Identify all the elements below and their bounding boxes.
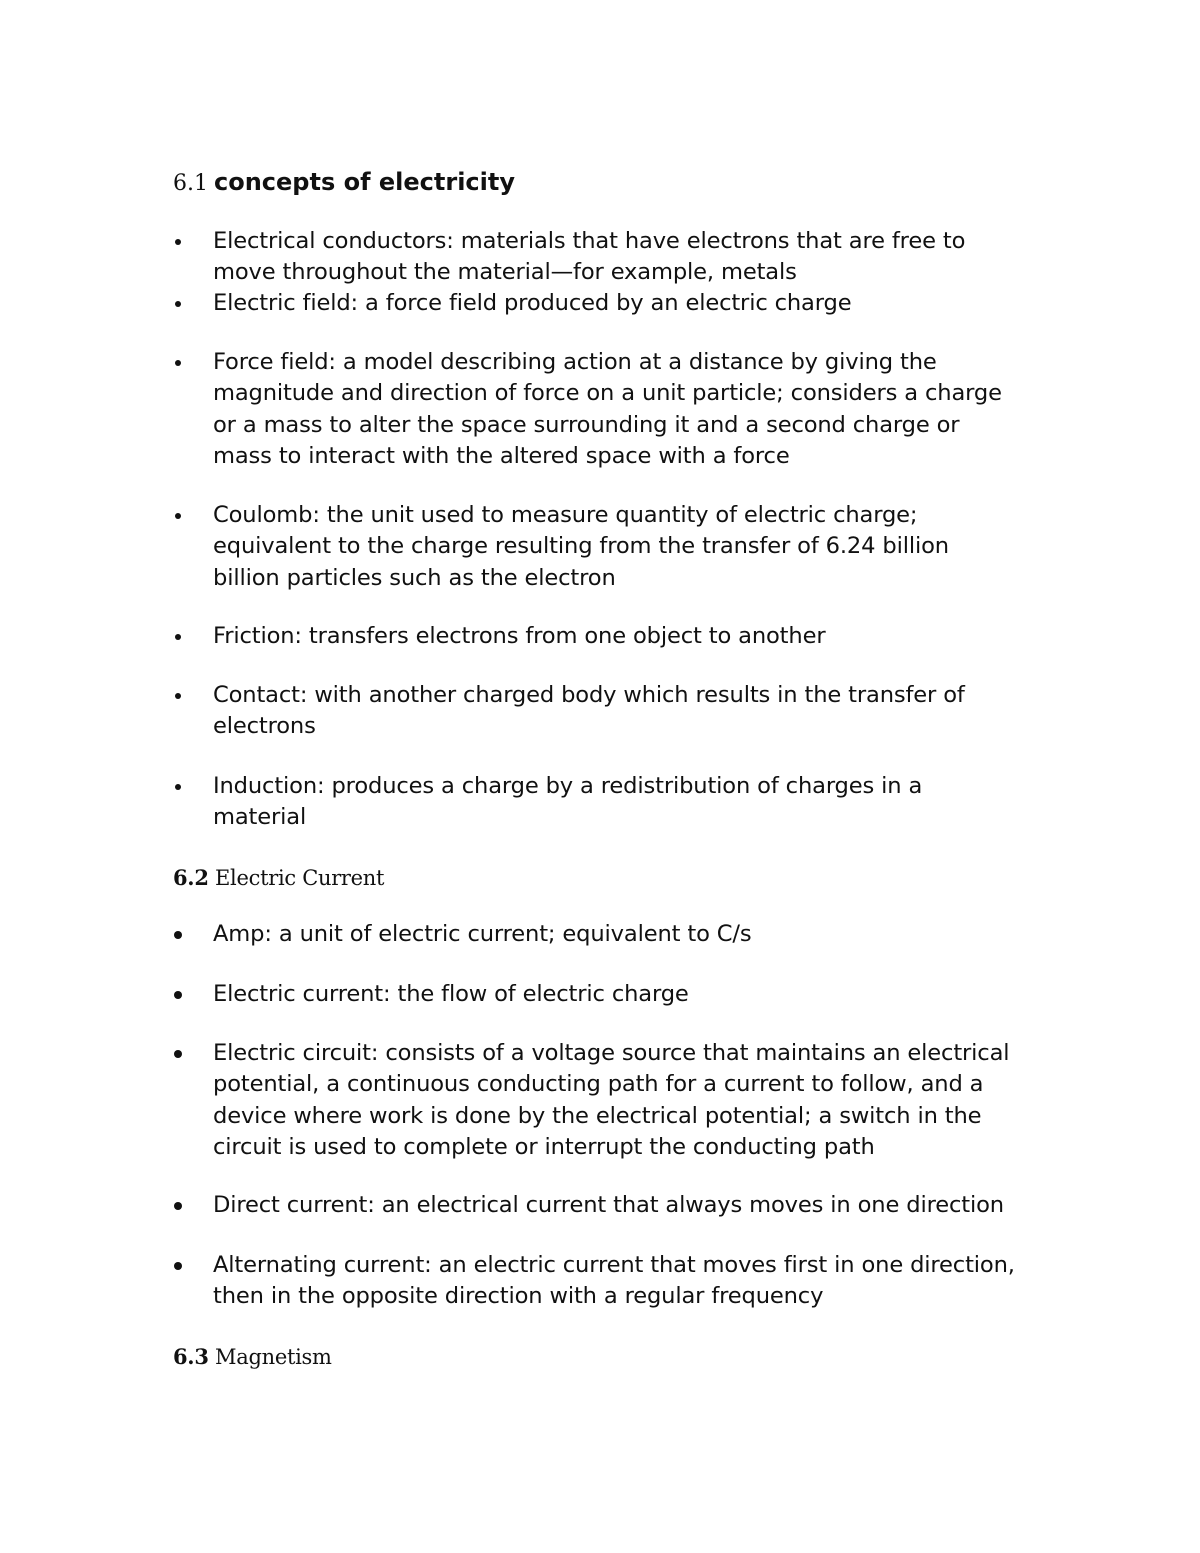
list-item-text: Friction: transfers electrons from one object to another [213,623,826,649]
bullet-icon [173,1038,187,1069]
list-item-text: Amp: a unit of electric current; equivalent to C/s [213,921,752,947]
bullet-icon [173,979,187,1010]
bullet-icon [173,500,187,531]
section-title: Electric Current [215,866,385,890]
section-heading-6-1 [173,166,515,200]
list-item-text: Force field: a model describing action at a distance by giving the magnitude and direction of force on a unit particle; considers a charge or a mass to alter the space surrounding it and a second charge or mass to interact with the altered space with a force [213,349,1002,469]
bullet-icon [173,771,187,802]
section-number: 6.1 [173,171,208,196]
list-item-text: Electric current: the flow of electric charge [213,981,689,1007]
section-heading-6-2 [173,864,384,892]
section-number: 6.3 [173,1344,209,1369]
bullet-icon [173,347,187,378]
list-item-text: Electric circuit: consists of a voltage source that maintains an electrical potential, a continuous conducting path for a current to follow, and a device where work is done by the electrical potential; a switch in the circuit is used to complete or interrupt the conducting path [213,1040,1010,1160]
bullet-icon [173,288,187,319]
bullet-icon [173,1190,187,1221]
bullet-icon [173,226,187,257]
section-number: 6.2 [173,865,209,890]
list-item-text: Alternating current: an electric current that moves first in one direction, then in the opposite direction with a regular frequency [213,1252,1015,1310]
bullet-icon [173,680,187,711]
list-item-text: Contact: with another charged body which results in the transfer of electrons [213,682,965,740]
bullet-icon [173,1250,187,1281]
list-item-text: Direct current: an electrical current that always moves in one direction [213,1192,1004,1218]
bullet-icon [173,621,187,652]
list-item-text: Coulomb: the unit used to measure quantity of electric charge; equivalent to the charge resulting from the transfer of 6.24 billion billion particles such as the electron [213,502,949,591]
list-item-text: Electric field: a force field produced by an electric charge [213,290,852,316]
list-item-text: Induction: produces a charge by a redistribution of charges in a material [213,773,923,831]
list-item-text: Electrical conductors: materials that have electrons that are free to move throughout the material—for example, metals [213,228,966,286]
section-heading-6-3 [173,1343,332,1371]
section-title: Magnetism [215,1345,332,1369]
bullet-icon [173,919,187,950]
section-title: concepts of electricity [214,168,515,196]
